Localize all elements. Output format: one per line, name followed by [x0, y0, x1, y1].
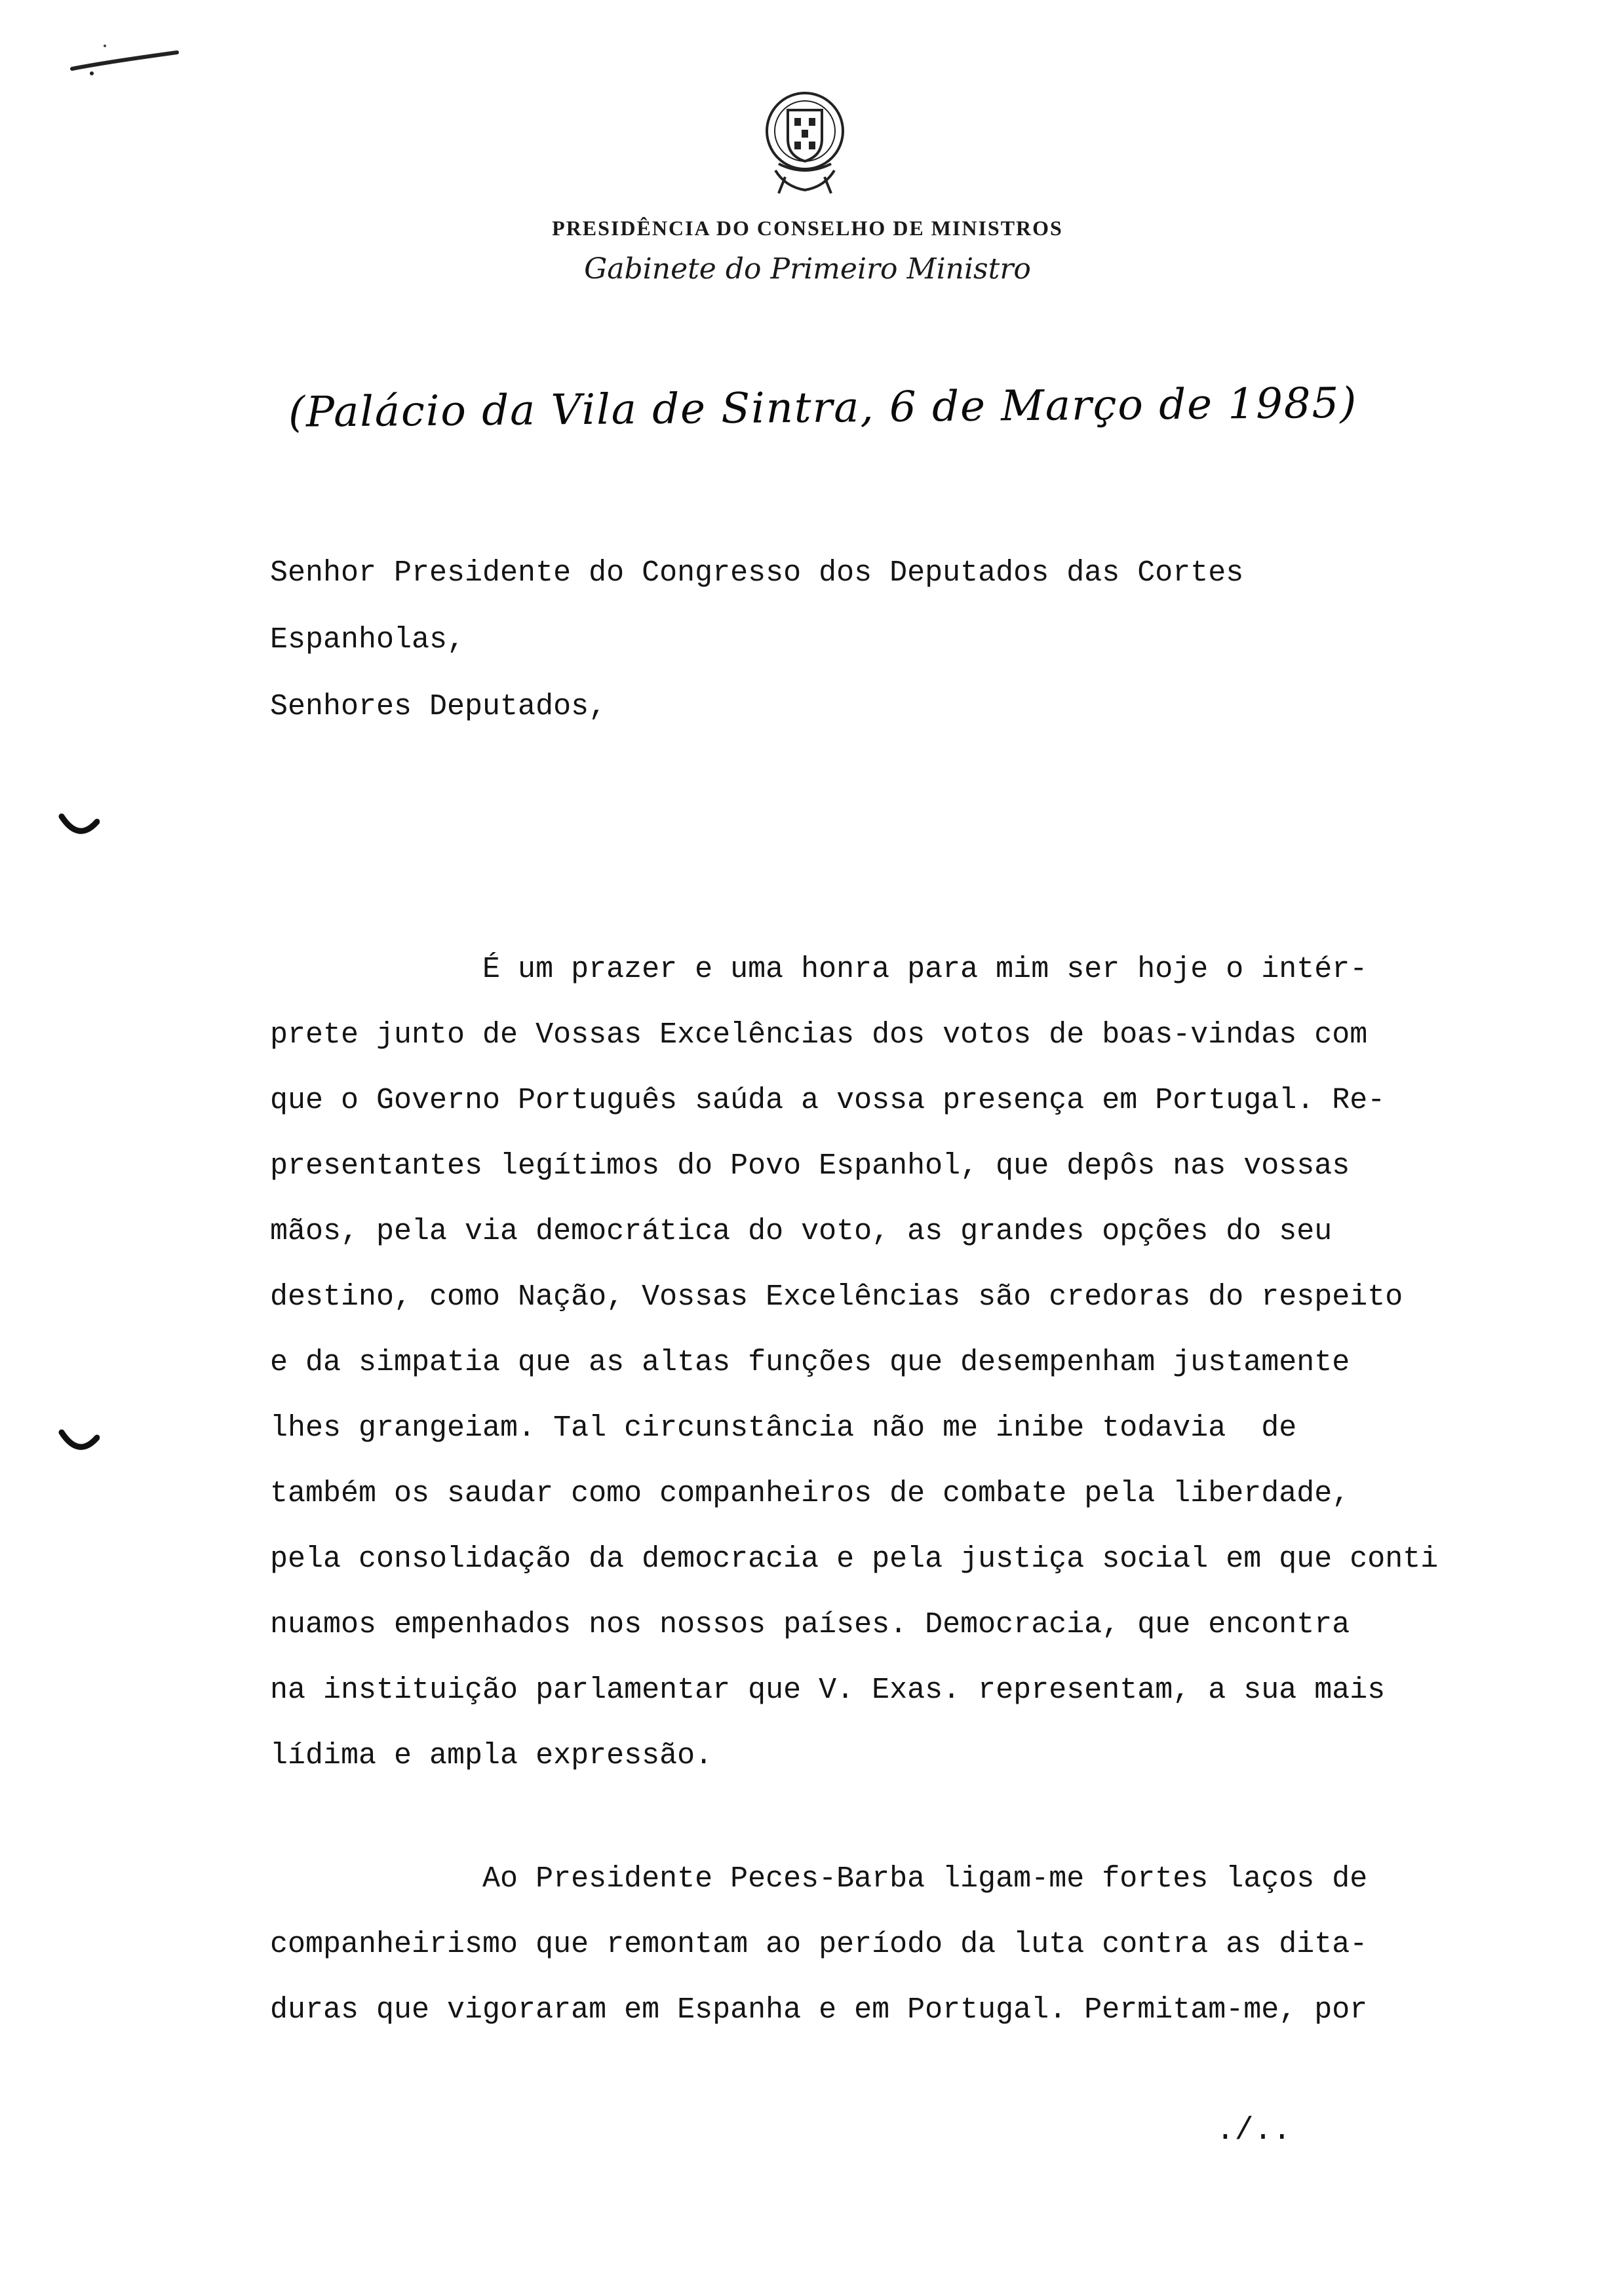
- salutation-line: Senhor Presidente do Congresso dos Deputados das Cortes: [270, 556, 1244, 590]
- body-line: pela consolidação da democracia e pela justiça social em que conti: [270, 1542, 1439, 1576]
- punch-hole-mark: [58, 1428, 100, 1455]
- handwritten-place-date: (Palácio da Vila de Sintra, 6 de Março de 1985): [288, 379, 1358, 437]
- body-line: mãos, pela via democrática do voto, as grandes opções do seu: [270, 1215, 1333, 1248]
- body-line: prete junto de Vossas Excelências dos votos de boas-vindas com: [270, 1018, 1368, 1052]
- body-line: Ao Presidente Peces-Barba ligam-me fortes laços de: [270, 1862, 1368, 1896]
- coat-of-arms-icon: [739, 79, 870, 210]
- body-line: presentantes legítimos do Povo Espanhol, que depôs nas vossas: [270, 1149, 1350, 1183]
- body-line: também os saudar como companheiros de combate pela liberdade,: [270, 1477, 1350, 1510]
- continuation-mark: ./..: [1216, 2113, 1292, 2149]
- salutation-line: Senhores Deputados,: [270, 690, 607, 723]
- organization-name: PRESIDÊNCIA DO CONSELHO DE MINISTROS: [552, 216, 1063, 240]
- body-line: que o Governo Português saúda a vossa presença em Portugal. Re-: [270, 1084, 1386, 1117]
- body-line: nuamos empenhados nos nossos países. Democracia, que encontra: [270, 1608, 1350, 1641]
- office-name: Gabinete do Primeiro Ministro: [584, 252, 1031, 286]
- salutation-line: Espanholas,: [270, 623, 465, 657]
- scan-artifact-mark: [66, 39, 184, 85]
- body-line: lhes grangeiam. Tal circunstância não me inibe todavia de: [270, 1411, 1297, 1445]
- body-line: na instituição parlamentar que V. Exas. representam, a sua mais: [270, 1674, 1386, 1707]
- body-line: destino, como Nação, Vossas Excelências são credoras do respeito: [270, 1280, 1403, 1314]
- body-line: lídima e ampla expressão.: [270, 1739, 713, 1772]
- punch-hole-mark: [58, 813, 100, 839]
- body-line: duras que vigoraram em Espanha e em Portugal. Permitam-me, por: [270, 1993, 1368, 2027]
- body-line: companheirismo que remontam ao período da luta contra as dita-: [270, 1928, 1368, 1961]
- body-line: e da simpatia que as altas funções que desempenham justamente: [270, 1346, 1350, 1379]
- body-line: É um prazer e uma honra para mim ser hoje o intér-: [270, 953, 1368, 986]
